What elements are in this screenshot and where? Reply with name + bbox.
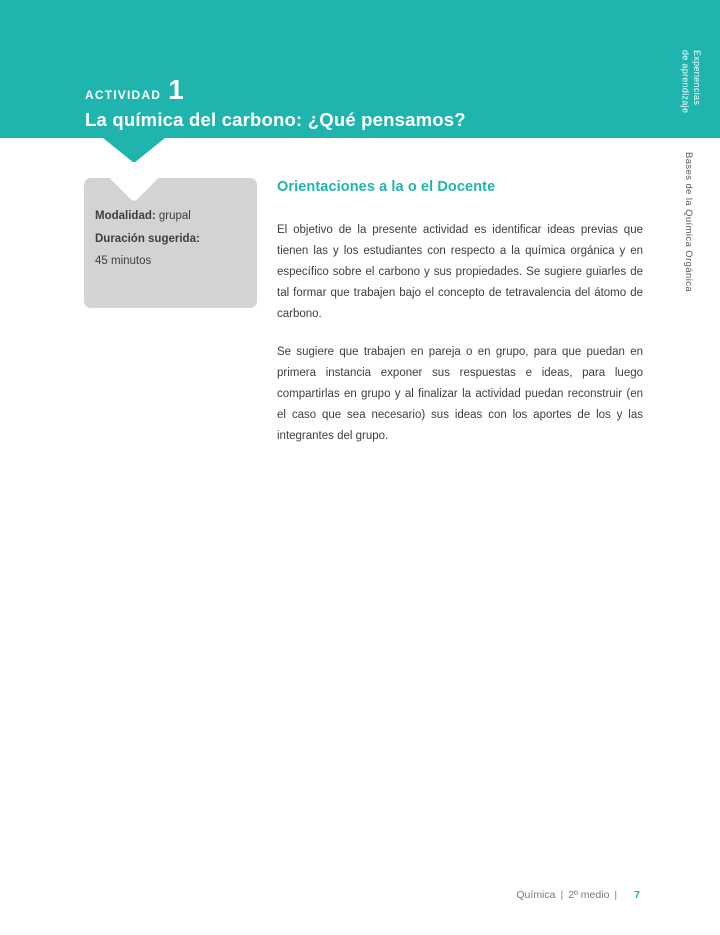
modality-value: grupal xyxy=(155,210,191,222)
side-label-line2: de aprendizaje xyxy=(680,50,691,114)
side-label-bases-quimica: Bases de la Química Orgánica xyxy=(683,152,694,293)
activity-kicker: ACTIVIDAD xyxy=(85,88,162,102)
duration-value-row xyxy=(95,250,245,273)
banner-pointer-triangle xyxy=(103,138,165,162)
main-content xyxy=(277,179,643,464)
footer-separator-1: | xyxy=(560,889,564,901)
duration-value: 45 minutos xyxy=(95,255,152,267)
footer-page-number: 7 xyxy=(634,889,640,901)
modality-label: Modalidad: xyxy=(95,210,156,222)
footer-separator-2: | xyxy=(614,889,618,901)
activity-info-box xyxy=(84,178,257,308)
duration-label: Duración sugerida: xyxy=(95,232,200,245)
activity-title: La química del carbono: ¿Qué pensamos? xyxy=(85,109,466,130)
activity-number: 1 xyxy=(168,74,184,105)
header-banner xyxy=(0,0,720,138)
activity-kicker-row xyxy=(85,74,466,105)
modality-row xyxy=(95,205,245,228)
activity-info-text xyxy=(84,178,257,273)
banner-text-block xyxy=(85,74,466,131)
duration-row xyxy=(95,228,245,251)
paragraph-suggestion: Se sugiere que trabajen en pareja o en grupo, para que puedan en primera instancia exponer sus respuestas e ideas, para luego compartirlas en grupo y al finalizar la actividad puedan reconstruir (en el caso que sea necesario) sus ideas con los aportes de los y las integrantes del grupo. xyxy=(277,346,643,442)
side-label-experiencias xyxy=(679,50,702,113)
footer-subject: Química xyxy=(516,889,556,901)
page-footer xyxy=(516,889,640,901)
section-heading: Orientaciones a la o el Docente xyxy=(277,179,496,195)
footer-grade: 2º medio xyxy=(568,889,610,901)
paragraph-objective: El objetivo de la presente actividad es identificar ideas previas que tienen las y los estudiantes con respecto a la química orgánica y en específico sobre el carbono y sus propiedades. Se sugiere guiarles de tal formar que trabajen bajo el concepto de tetravalencia del átomo de carbono. xyxy=(277,224,643,320)
side-label-line1: Experiencias xyxy=(692,50,702,106)
